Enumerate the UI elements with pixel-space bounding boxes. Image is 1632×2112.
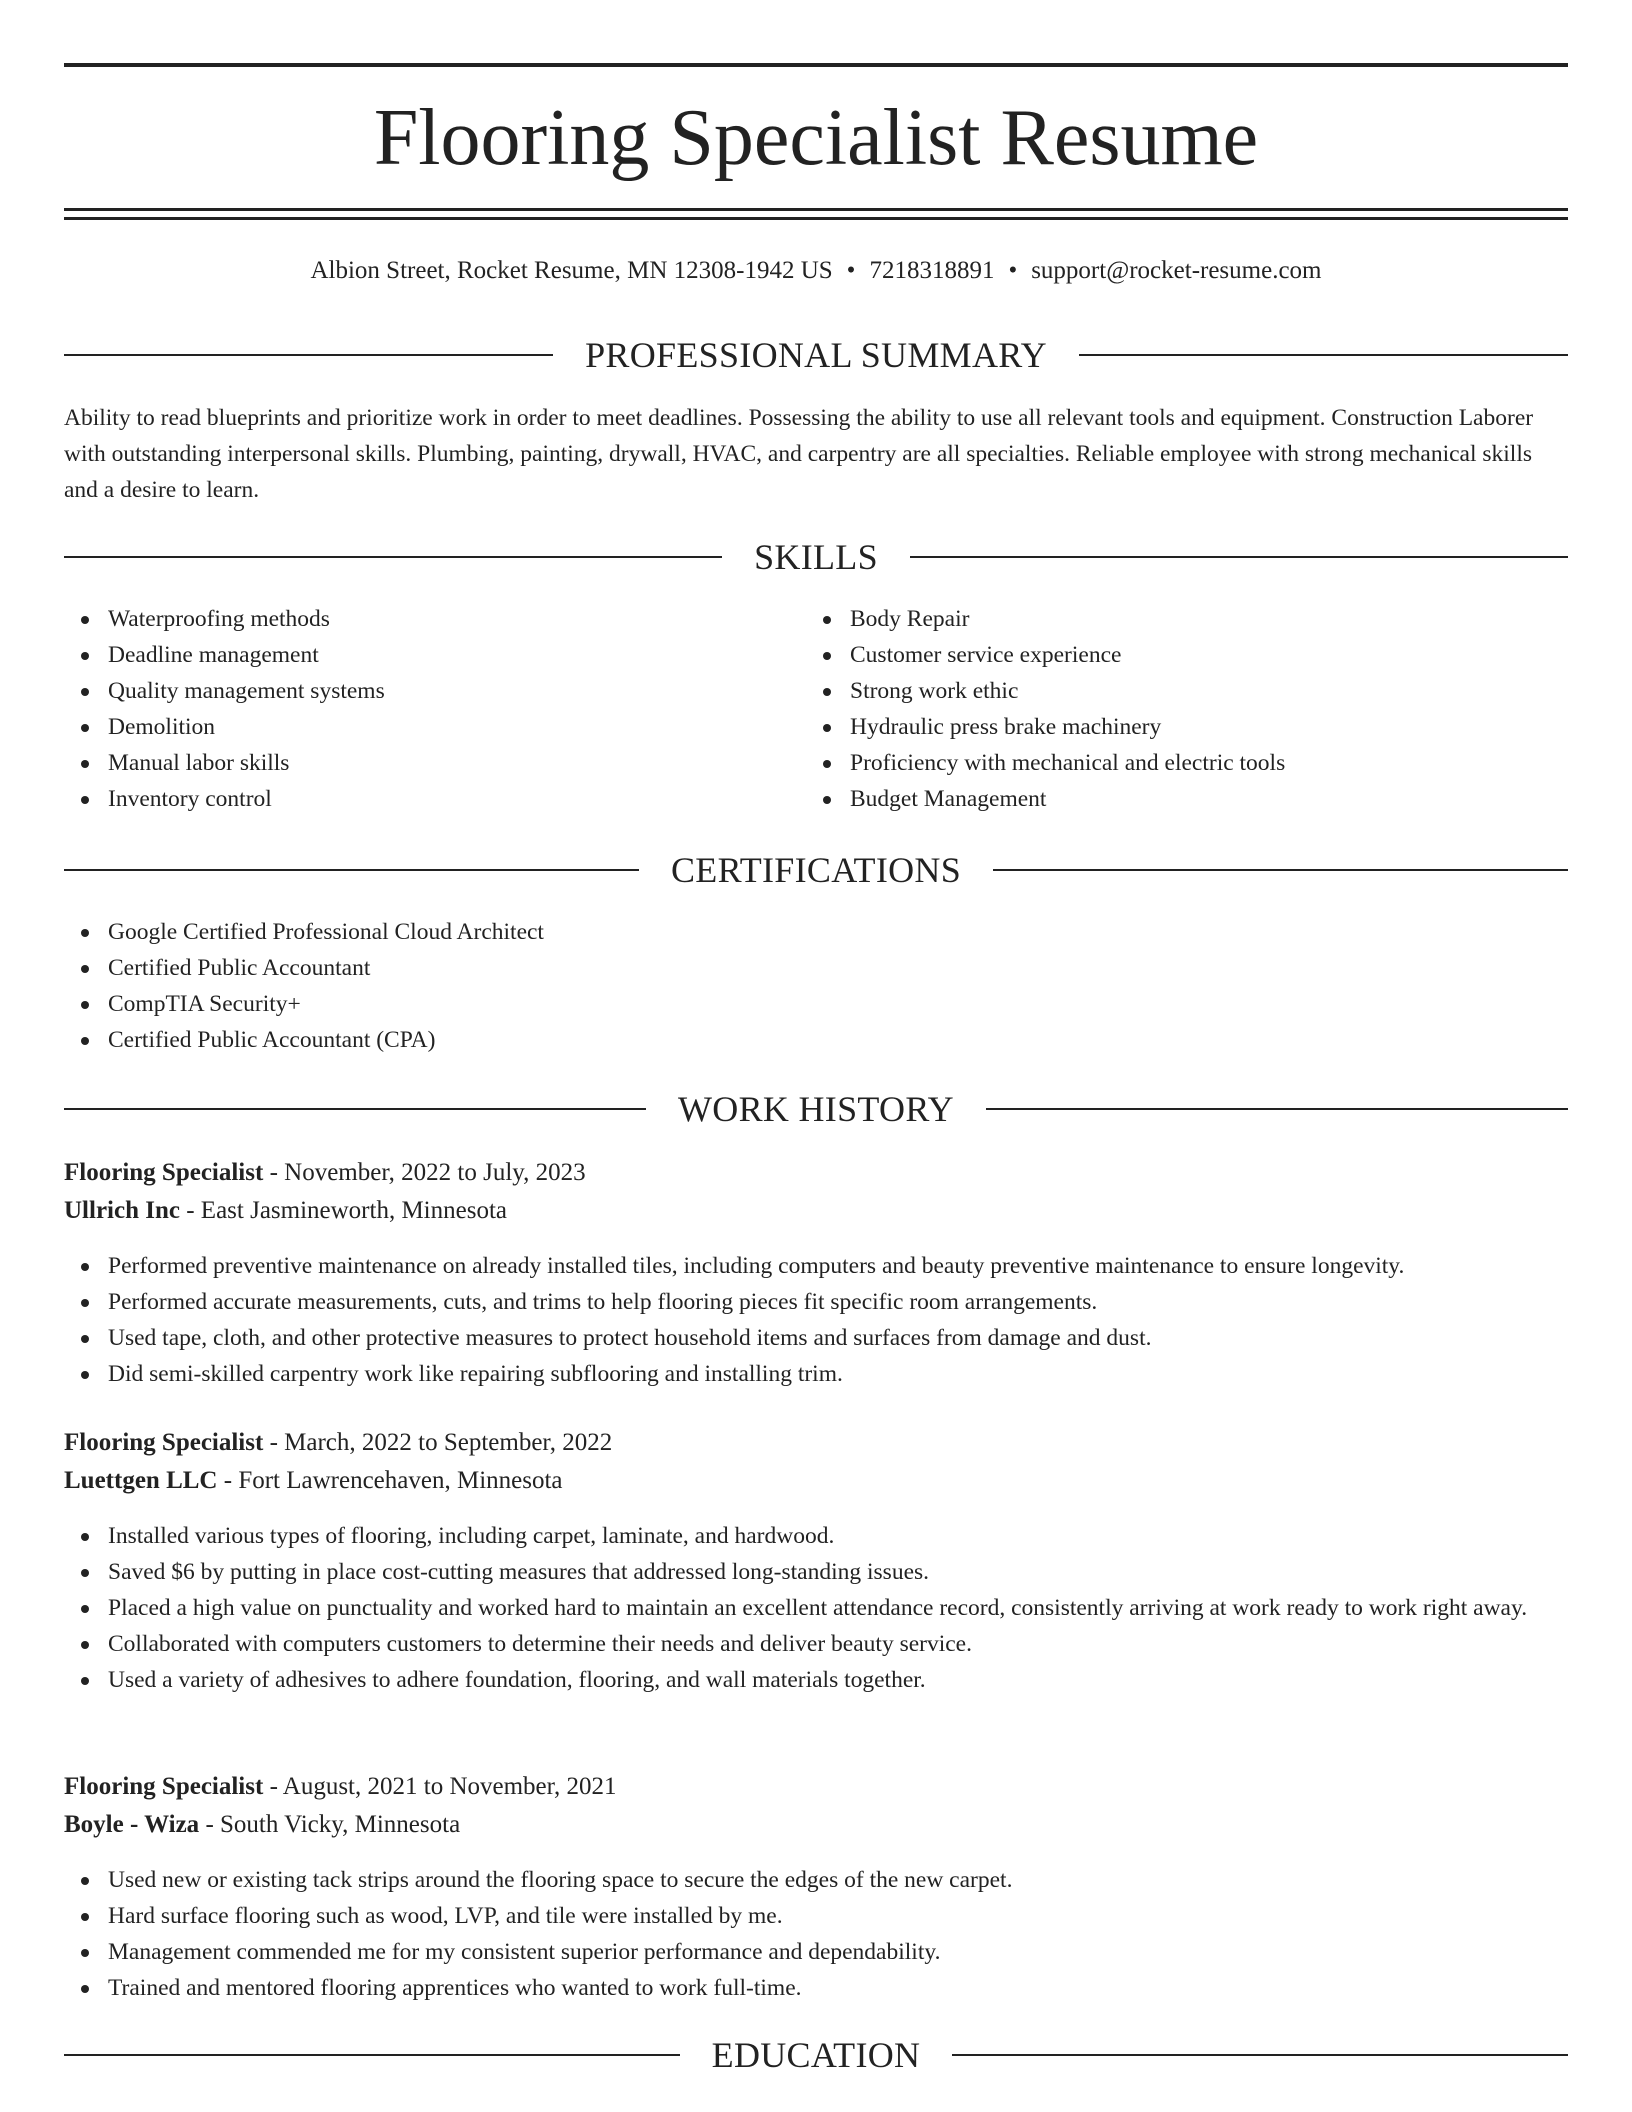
skill-item: Hydraulic press brake machinery [806, 709, 1546, 745]
job-title: Flooring Specialist [64, 1159, 264, 1186]
skill-item: Manual labor skills [64, 745, 804, 781]
job-location: South Vicky, Minnesota [220, 1811, 461, 1838]
certifications-heading-label: CERTIFICATIONS [670, 850, 962, 890]
contact-address: Albion Street, Rocket Resume, MN 12308-1942 US [310, 257, 833, 284]
education-heading [64, 2033, 1568, 2077]
skills-heading-label: SKILLS [754, 537, 878, 577]
skill-item: Deadline management [64, 637, 804, 673]
job-title-line [64, 1768, 1568, 1806]
job-title-line [64, 1424, 1568, 1462]
skills-list-left [64, 601, 804, 817]
certification-item: CompTIA Security+ [64, 986, 1568, 1022]
job-bullet: Performed preventive maintenance on already installed tiles, including computers and beauty preventive maintenance to ensure longevity. [64, 1248, 1568, 1284]
job-entry [64, 1154, 1568, 1230]
job-bullet: Used tape, cloth, and other protective measures to protect household items and surfaces from damage and dust. [64, 1320, 1568, 1356]
heading-rule-left [64, 556, 722, 558]
heading-rule-left [64, 354, 553, 356]
certification-item: Google Certified Professional Cloud Architect [64, 914, 1568, 950]
job-title: Flooring Specialist [64, 1429, 264, 1456]
certification-item: Certified Public Accountant (CPA) [64, 1022, 1568, 1058]
job-dash: - [263, 1773, 283, 1800]
job-bullet: Placed a high value on punctuality and worked hard to maintain an excellent attendance record, consistently arriving at work ready to work right away. [64, 1590, 1568, 1626]
job-bullets [64, 1518, 1568, 1698]
job-title: Flooring Specialist [64, 1773, 264, 1800]
job-location: Fort Lawrencehaven, Minnesota [238, 1467, 563, 1494]
heading-rule-right [910, 556, 1568, 558]
job-bullet: Used a variety of adhesives to adhere foundation, flooring, and wall materials together. [64, 1662, 1568, 1698]
skill-item: Strong work ethic [806, 673, 1546, 709]
summary-text: Ability to read blueprints and prioritize work in order to meet deadlines. Possessing the ability to use all relevant tools and equipment. Construction Laborer with outstanding interpersonal skills. Plumbing, painting, drywall, HVAC, and carpentry are all specialties. Reliable employee with strong mechanical skills and a desire to learn. [64, 405, 1534, 503]
education-heading-label: EDUCATION [711, 2035, 921, 2075]
job-company: Ullrich Inc [64, 1197, 180, 1224]
contact-email: support@rocket-resume.com [1031, 257, 1322, 284]
job-bullet: Collaborated with computers customers to determine their needs and deliver beauty service. [64, 1626, 1568, 1662]
heading-rule-left [64, 869, 639, 871]
page-title: Flooring Specialist Resume [373, 94, 1259, 182]
work-heading-label: WORK HISTORY [678, 1089, 954, 1129]
job-dash: - [199, 1811, 221, 1838]
heading-rule-right [1079, 354, 1568, 356]
job-bullet: Installed various types of flooring, including carpet, laminate, and hardwood. [64, 1518, 1568, 1554]
heading-rule-right [952, 2054, 1568, 2056]
job-entry [64, 1424, 1568, 1500]
job-company-line [64, 1462, 1568, 1500]
job-location: East Jasmineworth, Minnesota [200, 1197, 507, 1224]
summary-heading-label: PROFESSIONAL SUMMARY [585, 335, 1047, 375]
job-dates: March, 2022 to September, 2022 [284, 1429, 613, 1456]
work-heading [64, 1087, 1568, 1131]
skill-item: Demolition [64, 709, 804, 745]
job-entry [64, 1768, 1568, 1844]
contact-phone: 7218318891 [869, 257, 995, 284]
job-bullets [64, 1862, 1568, 2006]
skill-item: Body Repair [806, 601, 1546, 637]
certification-item: Certified Public Accountant [64, 950, 1568, 986]
job-company: Luettgen LLC [64, 1467, 218, 1494]
job-dates: November, 2022 to July, 2023 [284, 1159, 586, 1186]
job-bullet: Management commended me for my consistent superior performance and dependability. [64, 1934, 1568, 1970]
job-bullet: Saved $6 by putting in place cost-cutting measures that addressed long-standing issues. [64, 1554, 1568, 1590]
skill-item: Proficiency with mechanical and electric tools [806, 745, 1546, 781]
job-bullets [64, 1248, 1568, 1392]
job-dates: August, 2021 to November, 2021 [282, 1773, 617, 1800]
job-bullet: Did semi-skilled carpentry work like repairing subflooring and installing trim. [64, 1356, 1568, 1392]
summary-heading [64, 333, 1568, 377]
heading-rule-left [64, 2054, 680, 2056]
job-bullet: Performed accurate measurements, cuts, and trims to help flooring pieces fit specific room arrangements. [64, 1284, 1568, 1320]
top-rule [64, 63, 1568, 67]
skill-item: Budget Management [806, 781, 1546, 817]
certifications-list [64, 914, 1568, 1058]
skills-list-right [806, 601, 1546, 817]
job-dash: - [179, 1197, 201, 1224]
skill-item: Customer service experience [806, 637, 1546, 673]
contact-separator: • [846, 257, 856, 284]
title-double-rule [64, 208, 1568, 220]
job-dash: - [263, 1429, 285, 1456]
contact-line [64, 254, 1568, 288]
contact-separator: • [1008, 257, 1018, 284]
job-dash: - [263, 1159, 285, 1186]
skills-heading [64, 535, 1568, 579]
job-bullet: Used new or existing tack strips around the flooring space to secure the edges of the new carpet. [64, 1862, 1568, 1898]
certifications-heading [64, 848, 1568, 892]
skill-item: Quality management systems [64, 673, 804, 709]
skill-item: Waterproofing methods [64, 601, 804, 637]
job-company: Boyle - Wiza [64, 1811, 200, 1838]
job-company-line [64, 1806, 1568, 1844]
heading-rule-left [64, 1108, 646, 1110]
job-bullet: Trained and mentored flooring apprentices who wanted to work full-time. [64, 1970, 1568, 2006]
job-company-line [64, 1192, 1568, 1230]
skill-item: Inventory control [64, 781, 804, 817]
job-title-line [64, 1154, 1568, 1192]
heading-rule-right [986, 1108, 1568, 1110]
heading-rule-right [993, 869, 1568, 871]
job-bullet: Hard surface flooring such as wood, LVP, and tile were installed by me. [64, 1898, 1568, 1934]
job-dash: - [217, 1467, 239, 1494]
